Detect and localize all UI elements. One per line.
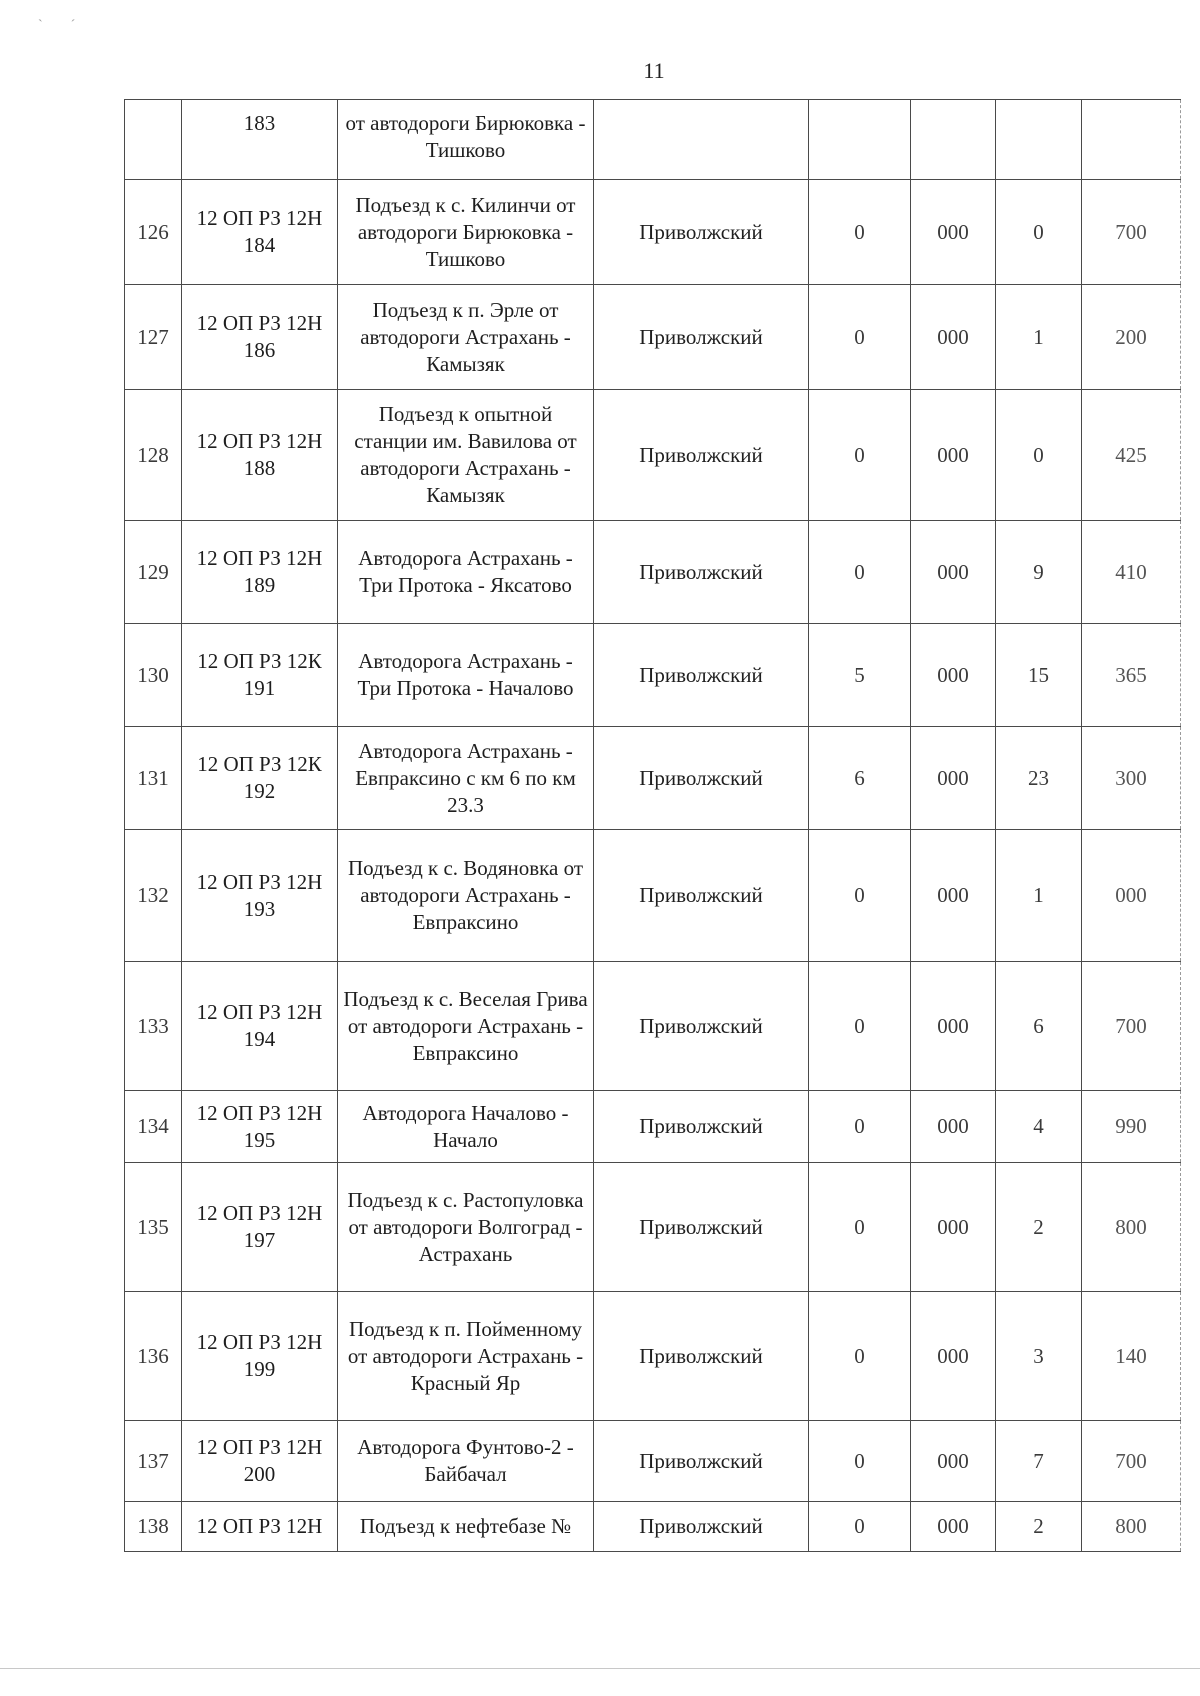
district-cell: Приволжский — [594, 285, 809, 390]
end-km-cell: 4 — [996, 1091, 1082, 1163]
scan-marks: ` ´ — [38, 18, 76, 33]
start-m-cell: 000 — [911, 830, 996, 962]
district-cell: Приволжский — [594, 624, 809, 727]
table-row — [125, 285, 1181, 390]
end-km-cell: 1 — [996, 285, 1082, 390]
start-m-cell: 000 — [911, 390, 996, 521]
end-km-cell: 15 — [996, 624, 1082, 727]
district-cell: Приволжский — [594, 180, 809, 285]
row-number-cell: 131 — [125, 727, 182, 830]
road-code-cell: 12 ОП РЗ 12Н 194 — [182, 962, 338, 1091]
district-cell — [594, 100, 809, 180]
road-name-cell: от автодороги Бирюковка - Тишково — [338, 100, 594, 180]
road-table-container — [124, 99, 1181, 1552]
row-number-cell: 128 — [125, 390, 182, 521]
table-row — [125, 962, 1181, 1091]
end-m-cell: 800 — [1082, 1502, 1181, 1552]
district-cell: Приволжский — [594, 1091, 809, 1163]
road-code-cell: 12 ОП РЗ 12Н 188 — [182, 390, 338, 521]
row-number-cell: 130 — [125, 624, 182, 727]
row-number-cell — [125, 100, 182, 180]
end-m-cell: 700 — [1082, 1421, 1181, 1502]
district-cell: Приволжский — [594, 1163, 809, 1292]
row-number-cell: 138 — [125, 1502, 182, 1552]
road-name-cell: Автодорога Началово - Начало — [338, 1091, 594, 1163]
start-km-cell: 0 — [809, 1091, 911, 1163]
road-name-cell: Автодорога Астрахань - Три Протока - Началово — [338, 624, 594, 727]
table-row — [125, 624, 1181, 727]
road-name-cell: Подъезд к с. Растопуловка от автодороги Волгоград - Астрахань — [338, 1163, 594, 1292]
road-name-cell: Подъезд к п. Пойменному от автодороги Астрахань - Красный Яр — [338, 1292, 594, 1421]
road-code-cell: 12 ОП РЗ 12Н 195 — [182, 1091, 338, 1163]
end-m-cell: 365 — [1082, 624, 1181, 727]
district-cell: Приволжский — [594, 1421, 809, 1502]
road-name-cell: Подъезд к с. Килинчи от автодороги Бирюковка - Тишково — [338, 180, 594, 285]
row-number-cell: 134 — [125, 1091, 182, 1163]
start-km-cell: 0 — [809, 1421, 911, 1502]
end-m-cell: 000 — [1082, 830, 1181, 962]
road-name-cell: Подъезд к опытной станции им. Вавилова от автодороги Астрахань - Камызяк — [338, 390, 594, 521]
road-code-cell: 12 ОП РЗ 12Н 186 — [182, 285, 338, 390]
start-m-cell: 000 — [911, 1163, 996, 1292]
table-row — [125, 1091, 1181, 1163]
end-km-cell: 0 — [996, 180, 1082, 285]
row-number-cell: 132 — [125, 830, 182, 962]
row-number-cell: 129 — [125, 521, 182, 624]
road-code-cell: 12 ОП РЗ 12Н 193 — [182, 830, 338, 962]
end-km-cell: 6 — [996, 962, 1082, 1091]
district-cell: Приволжский — [594, 390, 809, 521]
start-km-cell: 0 — [809, 830, 911, 962]
row-number-cell: 126 — [125, 180, 182, 285]
row-number-cell: 136 — [125, 1292, 182, 1421]
scan-edge-line — [0, 1668, 1200, 1669]
start-km-cell: 0 — [809, 1163, 911, 1292]
end-m-cell: 200 — [1082, 285, 1181, 390]
start-km-cell: 0 — [809, 1292, 911, 1421]
road-name-cell: Подъезд к с. Веселая Грива от автодороги Астрахань - Евпраксино — [338, 962, 594, 1091]
road-code-cell: 12 ОП РЗ 12Н 189 — [182, 521, 338, 624]
road-name-cell: Автодорога Астрахань - Три Протока - Яксатово — [338, 521, 594, 624]
row-number-cell: 133 — [125, 962, 182, 1091]
district-cell: Приволжский — [594, 521, 809, 624]
end-m-cell: 300 — [1082, 727, 1181, 830]
table-row — [125, 830, 1181, 962]
end-m-cell: 700 — [1082, 180, 1181, 285]
road-table-body — [125, 100, 1181, 1552]
start-km-cell: 0 — [809, 390, 911, 521]
row-number-cell: 137 — [125, 1421, 182, 1502]
district-cell: Приволжский — [594, 727, 809, 830]
road-code-cell: 183 — [182, 100, 338, 180]
table-row — [125, 1421, 1181, 1502]
end-km-cell: 2 — [996, 1502, 1082, 1552]
start-km-cell: 5 — [809, 624, 911, 727]
table-row — [125, 1163, 1181, 1292]
start-m-cell: 000 — [911, 285, 996, 390]
end-km-cell: 2 — [996, 1163, 1082, 1292]
end-m-cell: 800 — [1082, 1163, 1181, 1292]
end-km-cell: 3 — [996, 1292, 1082, 1421]
end-m-cell: 410 — [1082, 521, 1181, 624]
district-cell: Приволжский — [594, 962, 809, 1091]
district-cell: Приволжский — [594, 1502, 809, 1552]
road-name-cell: Автодорога Фунтово-2 - Байбачал — [338, 1421, 594, 1502]
road-name-cell: Подъезд к нефтебазе № — [338, 1502, 594, 1552]
road-code-cell: 12 ОП РЗ 12К 191 — [182, 624, 338, 727]
row-number-cell: 127 — [125, 285, 182, 390]
end-m-cell: 700 — [1082, 962, 1181, 1091]
road-code-cell: 12 ОП РЗ 12Н 197 — [182, 1163, 338, 1292]
end-km-cell: 0 — [996, 390, 1082, 521]
road-code-cell: 12 ОП РЗ 12Н 200 — [182, 1421, 338, 1502]
page-number: 11 — [643, 58, 665, 83]
end-km-cell: 9 — [996, 521, 1082, 624]
end-m-cell: 990 — [1082, 1091, 1181, 1163]
table-row — [125, 521, 1181, 624]
end-km-cell: 1 — [996, 830, 1082, 962]
road-name-cell: Подъезд к с. Водяновка от автодороги Астрахань - Евпраксино — [338, 830, 594, 962]
start-km-cell: 6 — [809, 727, 911, 830]
table-row — [125, 727, 1181, 830]
start-km-cell: 0 — [809, 521, 911, 624]
district-cell: Приволжский — [594, 1292, 809, 1421]
start-m-cell: 000 — [911, 1292, 996, 1421]
start-km-cell: 0 — [809, 285, 911, 390]
start-km-cell: 0 — [809, 1502, 911, 1552]
start-m-cell: 000 — [911, 1091, 996, 1163]
end-km-cell: 23 — [996, 727, 1082, 830]
road-code-cell: 12 ОП РЗ 12Н — [182, 1502, 338, 1552]
end-km-cell — [996, 100, 1082, 180]
end-m-cell — [1082, 100, 1181, 180]
start-km-cell: 0 — [809, 180, 911, 285]
start-km-cell — [809, 100, 911, 180]
start-m-cell — [911, 100, 996, 180]
road-table — [124, 99, 1181, 1552]
end-km-cell: 7 — [996, 1421, 1082, 1502]
start-m-cell: 000 — [911, 624, 996, 727]
start-m-cell: 000 — [911, 962, 996, 1091]
start-m-cell: 000 — [911, 727, 996, 830]
table-row — [125, 180, 1181, 285]
table-row — [125, 1502, 1181, 1552]
start-m-cell: 000 — [911, 1502, 996, 1552]
end-m-cell: 140 — [1082, 1292, 1181, 1421]
start-m-cell: 000 — [911, 1421, 996, 1502]
start-km-cell: 0 — [809, 962, 911, 1091]
road-code-cell: 12 ОП РЗ 12Н 199 — [182, 1292, 338, 1421]
table-row — [125, 1292, 1181, 1421]
road-name-cell: Автодорога Астрахань - Евпраксино с км 6 по км 23.3 — [338, 727, 594, 830]
row-number-cell: 135 — [125, 1163, 182, 1292]
road-code-cell: 12 ОП РЗ 12К 192 — [182, 727, 338, 830]
district-cell: Приволжский — [594, 830, 809, 962]
start-m-cell: 000 — [911, 180, 996, 285]
road-code-cell: 12 ОП РЗ 12Н 184 — [182, 180, 338, 285]
table-row — [125, 390, 1181, 521]
road-name-cell: Подъезд к п. Эрле от автодороги Астрахань - Камызяк — [338, 285, 594, 390]
table-row — [125, 100, 1181, 180]
start-m-cell: 000 — [911, 521, 996, 624]
end-m-cell: 425 — [1082, 390, 1181, 521]
